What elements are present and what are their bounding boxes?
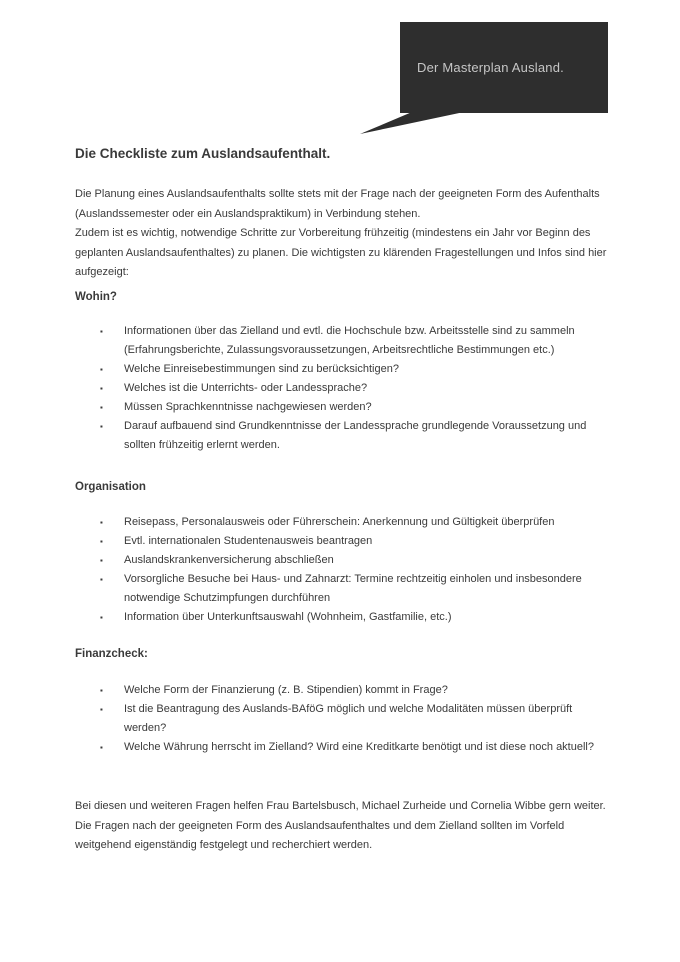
square-bullet-icon: ▪: [100, 518, 103, 527]
list-item: [100, 700, 606, 738]
list-item-text: Welche Einreisebestimmungen sind zu berücksichtigen?: [124, 363, 399, 375]
square-bullet-icon: ▪: [100, 537, 103, 546]
speech-bubble-text: Der Masterplan Ausland.: [417, 60, 564, 75]
square-bullet-icon: ▪: [100, 686, 103, 695]
list-item-text: Information über Unterkunftsauswahl (Wohnheim, Gastfamilie, etc.): [124, 611, 452, 623]
section-heading-organisation: Organisation: [75, 481, 146, 493]
list-item: [100, 360, 606, 379]
list-item: [100, 681, 606, 700]
square-bullet-icon: ▪: [100, 403, 103, 412]
list-item: [100, 738, 606, 757]
square-bullet-icon: ▪: [100, 705, 103, 714]
list-item-text: Darauf aufbauend sind Grundkenntnisse der Landessprache grundlegende Voraussetzung und sollten frühzeitig erlernt werden.: [124, 420, 587, 451]
list-item: [100, 513, 606, 532]
list-item-text: Evtl. internationalen Studentenausweis beantragen: [124, 535, 373, 547]
list-item: [100, 551, 606, 570]
page-title: Die Checkliste zum Auslandsaufenthalt.: [75, 146, 331, 161]
square-bullet-icon: ▪: [100, 327, 103, 336]
list-item-text: Welches ist die Unterrichts- oder Landessprache?: [124, 382, 368, 394]
square-bullet-icon: ▪: [100, 575, 103, 584]
list-item: [100, 398, 606, 417]
speech-bubble: [400, 22, 608, 113]
speech-bubble-tail-icon: [358, 112, 468, 136]
list-item-text: Welche Form der Finanzierung (z. B. Stipendien) kommt in Frage?: [124, 684, 448, 696]
bullet-list-organisation: [100, 513, 606, 627]
square-bullet-icon: ▪: [100, 422, 103, 431]
square-bullet-icon: ▪: [100, 365, 103, 374]
list-item-text: Informationen über das Zielland und evtl. die Hochschule bzw. Arbeitsstelle sind zu sammeln (Erfahrungsberichte, Zulassungsvoraussetzungen, Arbeitsrechtliche Bestimmungen etc.): [124, 325, 575, 356]
section-heading-wohin: Wohin?: [75, 291, 117, 303]
intro-paragraph-2: Zudem ist es wichtig, notwendige Schritte zur Vorbereitung frühzeitig (mindestens ein Jahr vor Beginn des geplanten Auslandsaufenthaltes) zu planen. Die wichtigsten zu klärenden Fragestellungen und Infos sind hier aufgezeigt:: [75, 227, 607, 278]
intro-paragraph-1: Die Planung eines Auslandsaufenthalts sollte stets mit der Frage nach der geeigneten Form des Aufenthalts (Auslandssemester oder ein Auslandspraktikum) in Verbindung stehen.: [75, 188, 600, 220]
list-item-text: Ist die Beantragung des Auslands-BAföG möglich und welche Modalitäten müssen überprüft werden?: [124, 703, 573, 734]
list-item: [100, 608, 606, 627]
list-item-text: Auslandskrankenversicherung abschließen: [124, 554, 334, 566]
list-item: [100, 532, 606, 551]
list-item: [100, 570, 606, 608]
square-bullet-icon: ▪: [100, 556, 103, 565]
list-item-text: Welche Währung herrscht im Zielland? Wird eine Kreditkarte benötigt und ist diese noch aktuell?: [124, 741, 594, 753]
bullet-list-finanzcheck: [100, 681, 606, 757]
square-bullet-icon: ▪: [100, 743, 103, 752]
square-bullet-icon: ▪: [100, 613, 103, 622]
list-item-text: Vorsorgliche Besuche bei Haus- und Zahnarzt: Termine rechtzeitig einholen und insbesondere notwendige Schutzimpfungen durchführen: [124, 573, 582, 604]
list-item-text: Müssen Sprachkenntnisse nachgewiesen werden?: [124, 401, 372, 413]
list-item: [100, 379, 606, 398]
square-bullet-icon: ▪: [100, 384, 103, 393]
list-item: [100, 322, 606, 360]
closing-paragraph: Bei diesen und weiteren Fragen helfen Frau Bartelsbusch, Michael Zurheide und Cornelia Wibbe gern weiter. Die Fragen nach der geeigneten Form des Auslandsaufenthaltes und dem Zielland sollten im Vorfeld weitgehend eigenständig festgelegt und recherchiert werden.: [75, 800, 606, 851]
bullet-list-wohin: [100, 322, 606, 455]
list-item: [100, 417, 606, 455]
section-heading-finanzcheck: Finanzcheck:: [75, 648, 148, 660]
list-item-text: Reisepass, Personalausweis oder Führerschein: Anerkennung und Gültigkeit überprüfen: [124, 516, 555, 528]
